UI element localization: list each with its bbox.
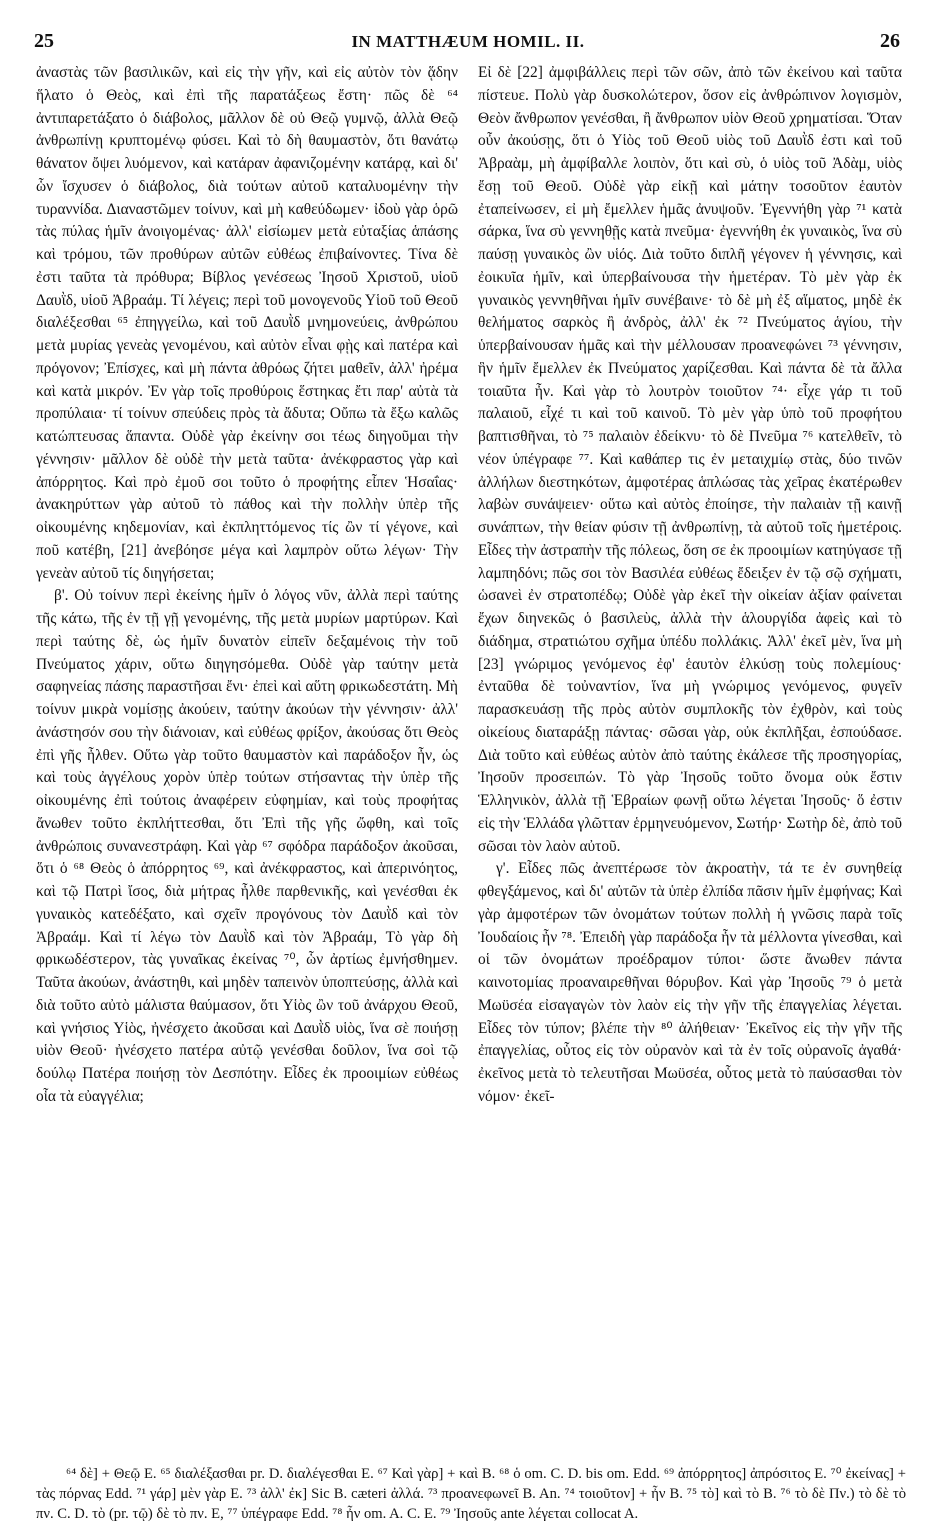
- right-column: [478, 62, 902, 1442]
- footnotes: [36, 1464, 906, 1530]
- left-paragraph: β'. Οὐ τοίνυν περὶ ἐκείνης ἡμῖν ὁ λόγος νῦν, ἀλλὰ περὶ ταύτης τῆς κάτω, τῆς ἐν τῇ γῇ γενομένης, τῆς μετὰ μυρίων μαρτύρων. Καὶ περὶ ταύτης δὲ, ὡς ἡμῖν δυνατὸν εἰπεῖν δεξαμένοις τὴν τοῦ Πνεύματος χάριν, οὕτω διηγησόμεθα. Οὐδὲ γὰρ ταύτην μετὰ σαφηνείας πάσης παραστῆσαι ἔνι· ἐπεὶ καὶ αὕτη φρικωδεστάτη. Μὴ τοίνυν μικρὰ νομίσῃς ἀκούειν, ταύτην ἀκούων τὴν γέννησιν· ἀλλ' ἀνάστησόν σου τὴν διάνοιαν, καὶ εὐθέως φρίξον, ἀκούσας ὅτι Θεὸς ἐπὶ γῆς ἦλθεν. Οὕτω γὰρ τοῦτο θαυμαστὸν καὶ παράδοξον ἦν, ὡς καὶ τοὺς ἀγγέλους χορὸν ὑπὲρ τούτων στήσαντας τὴν ὑπὲρ τῆς οἰκουμένης ἐπὶ τούτοις ἀναφέρειν εὐφημίαν, καὶ τοὺς προφήτας ἄνωθεν τοῦτο ἐκπλήττεσθαι, ὅτι Ἐπὶ τῆς γῆς ὤφθη, καὶ τοῖς ἀνθρώποις συνανεστράφη. Καὶ γὰρ ⁶⁷ σφόδρα παράδοξον ἀκοῦσαι, ὅτι ὁ ⁶⁸ Θεὸς ὁ ἀπόρρητος ⁶⁹, καὶ ἀνέκφραστος, καὶ ἀπερινόητος, καὶ τῷ Πατρὶ ἴσος, διὰ μήτρας ἦλθε παρθενικῆς, καὶ γενέσθαι ἐκ γυναικὸς κατεδέξατο, καὶ σχεῖν προγόνους τὸν Δαυῒδ καὶ τὸν Ἀβραάμ. Καὶ τί λέγω τὸν Δαυῒδ καὶ τὸν Ἀβραάμ, Τὸ γὰρ δὴ φρικωδέστερον, τὰς γυναῖκας ἐκείνας ⁷⁰, ὧν ἀρτίως ἐμνήσθημεν. Ταῦτα ἀκούων, ἀνάστηθι, καὶ μηδὲν ταπεινὸν ὑποπτεύσῃς, ἀλλὰ καὶ διὰ τοῦτο αὐτὸ μάλιστα θαύμασον, ὅτι Υἱὸς ὢν τοῦ ἀνάρχου Θεοῦ, καὶ γνήσιος Υἱὸς, ἠνέσχετο ἀκοῦσαι καὶ Δαυῒδ υἱὸς, ἵνα σὲ ποιήσῃ υἱὸν Θεοῦ· ἠνέσχετο πατέρα αὐτῷ γενέσθαι δοῦλον, ἵνα σοὶ τῷ δούλῳ Πατέρα ποιήσῃ τὸν Δεσπότην. Εἶδες ἐκ προοιμίων εὐθέως οἷα τὰ εὐαγγέλια;: [36, 587, 458, 1105]
- left-paragraph: ἀναστὰς τῶν βασιλικῶν, καὶ εἰς τὴν γῆν, καὶ εἰς αὐτὸν τὸν ᾅδην ἥλατο ὁ Θεὸς, καὶ ἐπὶ τῆς παρατάξεως ἔστη· πῶς δὲ ⁶⁴ ἀντιπαρετάξατο ὁ διάβολος, μᾶλλον δὲ οὐ Θεῷ γυμνῷ, ἀλλὰ Θεῷ ἀνθρωπίνῃ κρυπτομένῳ φύσει. Καὶ τὸ δὴ θαυμαστὸν, ὅτι θανάτῳ θάνατον ὄψει λυόμενον, καὶ κατάραν ἀφανιζομένην κατάρᾳ, καὶ δι' ὧν ἴσχυσεν ὁ διάβολος, διὰ τούτων αὐτοῦ καταλυομένην τὴν τυραννίδα. Διαναστῶμεν τοίνυν, καὶ μὴ καθεύδωμεν· ἰδοὺ γὰρ ὁρῶ τὰς πύλας ἡμῖν ἀνοιγομένας· ἀλλ' εἰσίωμεν μετὰ εὐταξίας ἁπάσης καὶ τρόμου, τῶν προθύρων αὐτῶν εὐθέως ἐπιβαίνοντες. Τίνα δὲ ἐστι ταῦτα τὰ πρόθυρα; Βίβλος γενέσεως Ἰησοῦ Χριστοῦ, υἱοῦ Δαυῒδ, υἱοῦ Ἀβραάμ. Τί λέγεις; περὶ τοῦ μονογενοῦς Υἱοῦ τοῦ Θεοῦ διαλέξεσθαι ⁶⁵ ἐπηγγείλω, καὶ τοῦ Δαυῒδ μνημονεύεις, ἀνθρώπου μετὰ μυρίας γενεὰς γενομένου, καὶ αὐτὸν εἶναι φῂς καὶ πατέρα καὶ πρόγονον; Ἐπίσχες, καὶ μὴ πάντα ἀθρόως ζήτει μαθεῖν, ἀλλ' ἠρέμα καὶ κατὰ μικρόν. Ἐν γὰρ τοῖς προθύροις ἕστηκας ἔτι παρ' αὐτὰ τὰ προπύλαια· τί τοίνυν σπεύδεις πρὸς τὰ ἄδυτα; Οὔπω τὰ ἔξω καλῶς κατώπτευσας ἅπαντα. Οὐδὲ γὰρ ἐκείνην σοι τέως διηγοῦμαι τὴν γέννησιν· μᾶλλον δὲ οὐδὲ τὴν μετὰ ταῦτα· ἀνέκφραστος γὰρ καὶ ἀπόρρητος. Καὶ πρὸ ἐμοῦ σοι τοῦτο ὁ προφήτης εἶπεν Ἡσαΐας· ἀνακηρύττων γὰρ αὐτοῦ τὸ πάθος καὶ τὴν πολλὴν ὑπὲρ τῆς οἰκουμένης κηδεμονίαν, καὶ ἐκπληττόμενος τίς ὢν τί γέγονε, καὶ ποῦ κατέβη, [21] ἀνεβόησε μέγα καὶ λαμπρὸν οὕτω λέγων· Τὴν γενεὰν αὐτοῦ τίς διηγήσεται;: [36, 64, 458, 582]
- right-paragraph: γ'. Εἶδες πῶς ἀνεπτέρωσε τὸν ἀκροατὴν, τά τε ἐν συνηθείᾳ φθεγξάμενος, καὶ δι' αὐτῶν τὰ ὑπὲρ ἐλπίδα πᾶσιν ἡμῖν ἐμφήνας; Καὶ γὰρ ἀμφοτέρων τῶν ὀνομάτων τούτων πολλὴ ἡ γνῶσις παρὰ τοῖς Ἰουδαίοις ἦν ⁷⁸. Ἐπειδὴ γὰρ παράδοξα ἦν τὰ μέλλοντα γίνεσθαι, καὶ οἱ τῶν ὀνομάτων προέδραμον τύποι· ὥστε ἄνωθεν πάντα καινοτομίας προαναιρεθῆναι θόρυβον. Καὶ γὰρ Ἰησοῦς ⁷⁹ ὁ μετὰ Μωϋσέα εἰσαγαγὼν τὸν λαὸν εἰς τὴν γῆν τῆς ἐπαγγελίας λέγεται. Εἶδες τὸν τύπον; βλέπε τὴν ⁸⁰ ἀλήθειαν· Ἐκεῖνος εἰς τὴν γῆν τῆς ἐπαγγελίας, οὗτος εἰς τὸν οὐρανὸν καὶ τὰ ἐν τοῖς οὐρανοῖς ἀγαθά· ἐκεῖνος μετὰ τὸ τελευτῆσαι Μωϋσέα, οὗτος μετὰ τὸ παύσασθαι τὸν νόμον· ἐκεῖ-: [478, 860, 902, 1105]
- right-paragraph: Εἰ δὲ [22] ἀμφιβάλλεις περὶ τῶν σῶν, ἀπὸ τῶν ἐκείνου καὶ ταῦτα πίστευε. Πολὺ γὰρ δυσκολώτερον, ὅσον εἰς ἀνθρώπινον λογισμὸν, Θεὸν ἄνθρωπον γενέσθαι, ἢ ἄνθρωπον υἱὸν Θεοῦ χρηματίσαι. Ὅταν οὖν ἀκούσῃς, ὅτι ὁ Υἱὸς τοῦ Θεοῦ υἱὸς τοῦ Δαυῒδ ἐστι καὶ τοῦ Ἀβραὰμ, μὴ ἀμφίβαλλε λοιπὸν, ὅτι καὶ σὺ, ὁ υἱὸς τοῦ Ἀδὰμ, υἱὸς ἔσῃ τοῦ Θεοῦ. Οὐδὲ γὰρ εἰκῇ καὶ μάτην τοσοῦτον ἑαυτὸν ἐταπείνωσεν, εἰ μὴ ἔμελλεν ἡμᾶς ἀνυψοῦν. Ἐγεννήθη γὰρ ⁷¹ κατὰ σάρκα, ἵνα σὺ γεννηθῇς κατὰ πνεῦμα· ἐγεννήθη ἐκ γυναικὸς, ἵνα σὺ παύσῃ γυναικὸς ὢν υἱός. Διὰ τοῦτο διπλῆ γέγονεν ἡ γέννησις, καὶ ἐοικυῖα ἡμῖν, καὶ ὑπερβαίνουσα τὴν ἡμετέραν. Τὸ μὲν γὰρ ἐκ γυναικὸς γεννηθῆναι ἡμῖν συνέβαινε· τὸ δὲ μὴ ἐξ αἵματος, μηδὲ ἐκ θελήματος σαρκὸς ἢ ἀνδρὸς, ἀλλ' ἐκ ⁷² Πνεύματος ἁγίου, τὴν ὑπερβαίνουσαν ἡμᾶς καὶ τὴν μέλλουσαν προανεφώνει ⁷³ γέννησιν, ἣν ἡμῖν ἔμελλεν ἐκ Πνεύματος χαρίζεσθαι. Καὶ πάντα δὲ τὰ ἄλλα τοιαῦτα ἦν. Καὶ γὰρ τὸ λουτρὸν τοιοῦτον ⁷⁴· εἶχε γάρ τι τοῦ παλαιοῦ, εἶχέ τι καὶ τοῦ καινοῦ. Τὸ μὲν γὰρ ὑπὸ τοῦ προφήτου βαπτισθῆναι, τὸ ⁷⁵ παλαιὸν ἐδείκνυ· τὸ δὲ Πνεῦμα ⁷⁶ κατελθεῖν, τὸ νέον ὑπέγραφε ⁷⁷. Καὶ καθάπερ τις ἐν μεταιχμίῳ στὰς, δύο τινῶν ἀλλήλων διεστηκότων, ἀμφοτέρας ἁπλώσας τὰς χεῖρας ἑκατέρωθεν λαβὼν συνάψειεν· οὕτω καὶ αὐτὸς ἐποίησε, τὴν παλαιὰν τῇ καινῇ συνάπτων, τὴν θείαν φύσιν τῇ ἀνθρωπίνῃ, τὰ αὐτοῦ τοῖς ἡμετέροις. Εἶδες τὴν ἀστραπὴν τῆς πόλεως, ὅση σε ἐκ προοιμίων κατηύγασε τῇ λαμπηδόνι; πῶς σοι τὸν Βασιλέα εὐθέως ἔδειξεν ἐν τῷ σῷ σχήματι, ὡσανεὶ ἐν στρατοπέδῳ; Οὐδὲ γὰρ ἐκεῖ τὴν οἰκείαν ἀξίαν φαίνεται ἔχων διηνεκῶς ὁ βασιλεὺς, ἀλλὰ τὴν ἁλουργίδα ἀφεὶς καὶ τὸ διάδημα, στρατιώτου σχῆμα ὑπέδυ πολλάκις. Ἀλλ' ἐκεῖ μὲν, ἵνα μὴ [23] γνώριμος γενόμενος ἐφ' ἑαυτὸν ἑλκύσῃ τοὺς πολεμίους· ἐνταῦθα δὲ τοὐναντίον, ἵνα μὴ γνώριμος γενόμενος, φυγεῖν παρασκευάσῃ τῆς πρὸς αὐτὸν συμπλοκῆς τὸν ἐχθρὸν, καὶ τοὺς οἰκείους διαταράξῃ πάντας· σῶσαι γὰρ, οὐκ ἐκπλῆξαι, ἐσπούδασε. Διὰ τοῦτο καὶ εὐθέως αὐτὸν ἀπὸ ταύτης ἐκάλεσε τῆς προσηγορίας, Ἰησοῦν προσειπών. Τὸ γὰρ Ἰησοῦς τοῦτο ὄνομα οὐκ ἔστιν Ἑλληνικὸν, ἀλλὰ τῇ Ἑβραίων φωνῇ οὕτω λέγεται Ἰησοῦς· ὅ ἐστιν εἰς τὴν Ἑλλάδα γλῶτταν ἑρμηνευόμενον, Σωτήρ· Σωτὴρ δὲ, ἀπὸ τοῦ σῶσαι τὸν λαὸν αὐτοῦ.: [478, 64, 902, 855]
- left-page-number: 25: [34, 30, 54, 52]
- left-column: [36, 62, 458, 1442]
- right-page-number: 26: [880, 30, 900, 52]
- running-header: [28, 30, 908, 56]
- running-title: IN MATTHÆUM HOMIL. II.: [351, 32, 585, 51]
- footnote-text: ⁶⁴ δὲ] + Θεῷ E. ⁶⁵ διαλέξασθαι pr. D. διαλέγεσθαι E. ⁶⁷ Καὶ γὰρ] + καὶ B. ⁶⁸ ὁ om. C. D. bis om. Edd. ⁶⁹ ἀπόρρητος] ἀπρόσιτος E. ⁷⁰ ἐκείνας] + τὰς πόρνας Edd. ⁷¹ γάρ] μὲν γὰρ E. ⁷³ ἀλλ' ἐκ] Sic B. cæteri ἀλλά. ⁷³ προανεφωνεῖ B. An. ⁷⁴ τοιοῦτον] + ἦν B. ⁷⁵ τὸ] καὶ τὸ B. ⁷⁶ τὸ δὲ Πν.) τὸ δὲ τὸ πν. C. D. τὸ (pr. τῷ) δὲ τὸ πν. E, ⁷⁷ ὑπέγραφε Edd. ⁷⁸ ἦν om. A. C. E. ⁷⁹ Ἰησοῦς ante λέγεται collocat A.: [36, 1466, 906, 1522]
